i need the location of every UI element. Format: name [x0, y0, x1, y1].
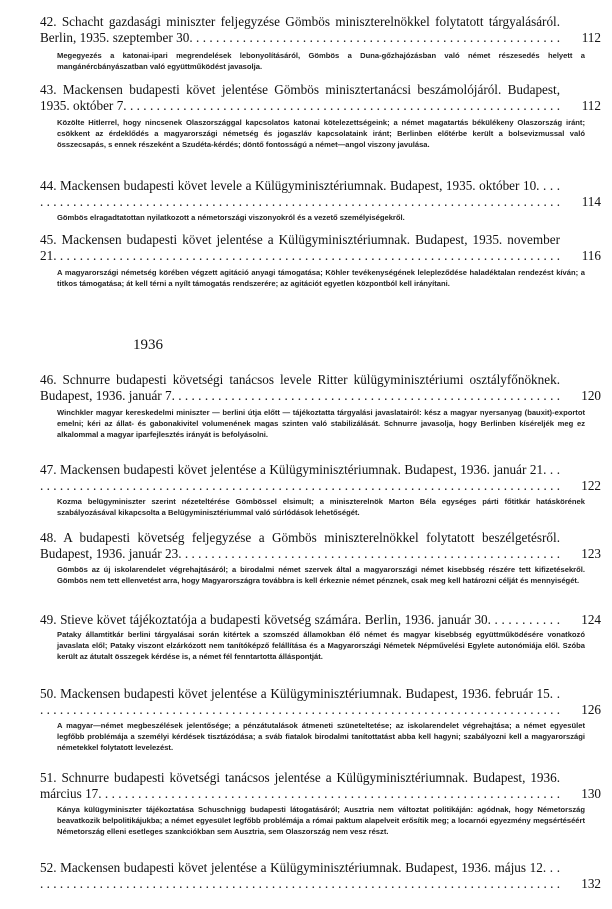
entry-50-page-number: 126: [581, 702, 601, 717]
entry-51-summary: Kánya külügyminiszter tájékoztatása Schuschnigg budapesti látogatásáról; Ausztria nem változtat politikáján: agódnak, hogy Németország beavatkozik belpolitikájukba; a német egyesület legfőbb problémája a római paktum alapelveit erősítik meg; a locarnói egyezmény megsértéséért Németország elleni esetleges szankciókban sem Ausztria, sem Olaszország nem vesz részt.: [57, 805, 585, 837]
entry-49-page-number: 124: [581, 612, 601, 627]
entry-42-summary: Megegyezés a katonai-ipari megrendelések lebonyolításáról, Gömbös a Duna-gőzhajózásban való német részesedés helyett a mangánércbányászatban való együttműködést javasolja.: [57, 51, 585, 72]
entry-title-text: 48. A budapesti követség feljegyzése a Gömbös miniszterelnökkel folytatott beszélgetésről. Budapest, 1936. január 23. . . .: [40, 530, 560, 564]
entry-43-page-number: 112: [581, 98, 601, 113]
year-heading: 1936: [133, 337, 163, 353]
entry-42-page-number: 112: [581, 30, 601, 45]
entry-title-text: 42. Schacht gazdasági miniszter feljegyzése Gömbös miniszterelnökkel folytatott tárgyalásáról. Berlin, 1935. szeptember 30. . . .: [40, 14, 560, 48]
entry-title-text: 43. Mackensen budapesti követ jelentése Gömbös minisztertanácsi beszámolójáról. Budapest, 1935. október 7. . . .: [40, 82, 560, 116]
entry-51-page-number: 130: [581, 786, 601, 801]
entry-title-text: 50. Mackensen budapesti követ jelentése a Külügyminisztériumnak. Budapest, 1936. február 15. . . .: [40, 686, 560, 720]
entry-title-text: 52. Mackensen budapesti követ jelentése a Külügyminisztériumnak. Budapest, 1936. május 12. . . .: [40, 860, 560, 894]
entry-title-text: 49. Stieve követ tájékoztatója a budapesti követség számára. Berlin, 1936. január 30. . . .: [40, 612, 560, 629]
entry-title-text: 47. Mackensen budapesti követ jelentése a Külügyminisztériumnak. Budapest, 1936. január 21. . . .: [40, 462, 560, 496]
entry-43-title: [40, 82, 560, 116]
entry-46-page-number: 120: [581, 388, 601, 403]
entry-46-title: [40, 372, 560, 406]
entry-48-summary: Gömbös az új iskolarendelet végrehajtásáról; a birodalmi német szervek által a magyarországi német kisebbség részére tett kifizetésekről. Gömbös nem tett ellenvetést arra, hogy Magyarországra továbbra is kell érkeznie német pénznek, csak meg kell határozni célját és mennyiségét.: [57, 565, 585, 586]
entry-45-title: [40, 232, 560, 266]
entry-47-title: [40, 462, 560, 496]
entry-48-page-number: 123: [581, 546, 601, 561]
entry-title-text: 44. Mackensen budapesti követ levele a Külügyminisztériumnak. Budapest, 1935. október 10. . . .: [40, 178, 560, 212]
entry-46-summary: Winchkler magyar kereskedelmi miniszter — berlini útja előtt — tájékoztatta tárgyalási javaslatairól: kész a magyar nyersanyag (bauxit)-exportot emelni; kéri az állat- és gabonakivitel volumenének magas szinten való stabilizálását. Schnurre javasolja, hogy Berlinben kíséreljék meg ez alkalommal a magyar iparfejlesztés irányát is befolyásolni.: [57, 408, 585, 440]
entry-44-page-number: 114: [581, 194, 601, 209]
entry-50-summary: A magyar—német megbeszélések jelentősége; a pénzátutalások átmeneti szüneteltetése; az iskolarendelet végrehajtása; a német egyesület legfőbb problémája a személyi kérdések tisztázódása; a sváb fiatalok birodalmi tanítottatást abba kell hagyni; szabályozni kell a magyarországi németekkel folytatott levelezést.: [57, 721, 585, 753]
entry-title-text: 51. Schnurre budapesti követségi tanácsos jelentése a Külügyminisztériumnak. Budapest, 1936. március 17. . . .: [40, 770, 560, 804]
entry-49-title: [40, 612, 560, 629]
entry-44-title: [40, 178, 560, 212]
entry-50-title: [40, 686, 560, 720]
entry-51-title: [40, 770, 560, 804]
entry-49-summary: Pataky államtitkár berlini tárgyalásai során kitértek a szomszéd államokban élő német és magyar kisebbség együttműködésére vonatkozó javaslata elől; Pataky viszont elzárkózott nem tanítóképző felállítása és a Magyarországi Németek Népművelési Egylete autonómiája elől. Szóba került az átutalt összegek kérdése is, a német fél fenntartotta álláspontját.: [57, 630, 585, 662]
entry-45-page-number: 116: [581, 248, 601, 263]
entry-44-summary: Gömbös elragadtatottan nyilatkozott a németországi viszonyokról és a vezető személyiségekről.: [57, 213, 405, 222]
entry-47-page-number: 122: [581, 478, 601, 493]
entry-43-summary: Közölte Hitlerrel, hogy nincsenek Olaszországgal kapcsolatos katonai kötelezettségeink; a német magatartás békülékeny Olaszország iránt; csökkent az érdeklődés a magyarországi németség és jogaszláv kapcsolataink iránt; Berlinben előtérbe került a bolsevizmussal való összecsapás, s ennek részeként a Szudéta-kérdés; döntő fontosságú a német—angol viszony javulása.: [57, 118, 585, 150]
entry-52-page-number: 132: [581, 876, 601, 891]
entry-45-summary: A magyarországi németség körében végzett agitáció anyagi támogatása; Köhler tevékenységének lelepleződése haladéktalan rendezést kíván; a titkos támogatása; át kell térni a nyílt támogatás rendszerére; az agitációt egyetlen központból kell irányítani.: [57, 268, 585, 289]
entry-title-text: 46. Schnurre budapesti követségi tanácsos levele Ritter külügyminisztériumi osztályfőnöknek. Budapest, 1936. január 7. . . .: [40, 372, 560, 406]
entry-48-title: [40, 530, 560, 564]
entry-42-title: [40, 14, 560, 48]
entry-47-summary: Kozma belügyminiszter szerint nézeteltérése Gömbössel elsimult; a miniszterelnök Marton Béla egységes párti főtitkár hatáskörének szabályozásával kikapcsolta a Belügyminisztériummal való súrlódások lehetőségét.: [57, 497, 585, 518]
entry-title-text: 45. Mackensen budapesti követ jelentése a Külügyminisztériumnak. Budapest, 1935. november 21. . . .: [40, 232, 560, 266]
entry-52-title: [40, 860, 560, 894]
